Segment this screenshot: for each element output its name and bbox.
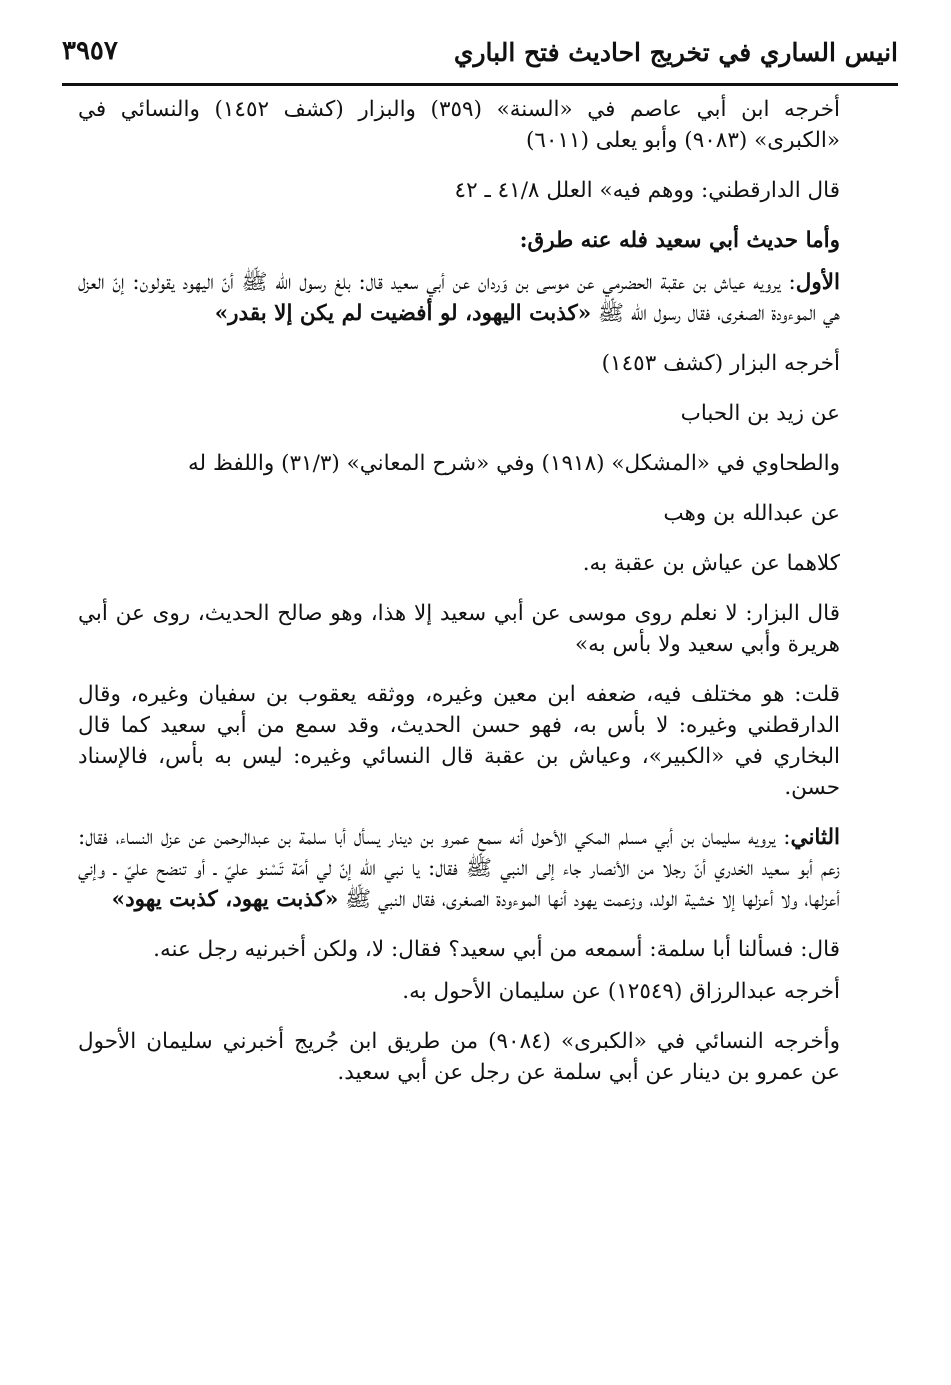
bold-text-run: الأول	[795, 270, 840, 295]
text-run: أخرجه ابن أبي عاصم في «السنة» (٣٥٩) والبزار (كشف ١٤٥٢) والنسائي في «الكبرى» (٩٠٨٣) وأبو يعلى (٦٠١١)	[78, 97, 840, 153]
paragraph-author-grading	[78, 679, 898, 803]
paragraph-takhrij-sunna	[78, 94, 898, 156]
bold-text-run: «كذبت يهود، كذبت يهود»	[111, 887, 339, 912]
text-run: قال: فسألنا أبا سلمة: أسمعه من أبي سعيد؟ فقال: لا، ولكن أخبرنيه رجل عنه.	[153, 937, 840, 962]
text-run: : يرويه سليمان بن أبي مسلم المكي الأحول أنه سمع عمرو بن دينار يسأل أبا سلمة بن عبدالرحمن عن عزل النساء، فقال: زعم أبو سعيد الخدري أنّ رجلا من الأنصار جاء إلى النبي ﷺ فقال: يا نبي الله إنّ لي أمَة تَسْنو عليّ ـ أو تنضح عليّ ـ وإني أعزلها، ولا أعزلها إلا خشية الولد، وزعمت يهود أنها الموءودة الصغرى، فقال النبي ﷺ	[78, 825, 840, 912]
paragraph-abdullah-ibn-wahb	[78, 498, 898, 529]
paragraph-bazzar-takhrij	[78, 348, 898, 379]
paragraph-second-route	[78, 822, 898, 915]
text-run: عن زيد بن الحباب	[680, 401, 840, 426]
bold-text-run: وأما حديث أبي سعيد فله عنه طرق:	[519, 228, 840, 253]
header-rule	[62, 83, 898, 86]
paragraph-tahawi	[78, 448, 898, 479]
paragraph-abdurrazzaq	[78, 976, 898, 1007]
text-run: وأخرجه النسائي في «الكبرى» (٩٠٨٤) من طريق ابن جُريج أخبرني سليمان الأحول عن عمرو بن دينار عن أبي سلمة عن رجل عن أبي سعيد.	[78, 1029, 840, 1085]
page-header	[62, 28, 898, 86]
page-number: ٣٩٥٧	[62, 36, 118, 66]
text-run: عن عبدالله بن وهب	[663, 501, 840, 526]
paragraph-bazzar-comment	[78, 598, 898, 660]
paragraph-nasai-kubra	[78, 1026, 898, 1088]
paragraph-first-route	[78, 267, 898, 329]
running-title: انيس الساري في تخريج احاديث فتح الباري	[453, 38, 898, 67]
text-run: قلت: هو مختلف فيه، ضعفه ابن معين وغيره، ووثقه يعقوب بن سفيان وغيره، وقال الدارقطني وغيره: لا بأس به، فهو حسن الحديث، وقد سمع من أبي سعيد كما قال البخاري في «الكبير»، وعياش بن عقبة قال النسائي وغيره: ليس به بأس، فالإسناد حسن.	[78, 682, 840, 800]
text-run: قال البزار: لا نعلم روى موسى عن أبي سعيد إلا هذا، وهو صالح الحديث، روى عن أبي هريرة وأبي سعيد ولا بأس به»	[78, 601, 840, 657]
bold-text-run: الثاني	[790, 825, 840, 850]
section-heading-abu-said	[78, 225, 898, 256]
text-run: أخرجه عبدالرزاق (١٢٥٤٩) عن سليمان الأحول به.	[402, 979, 840, 1004]
page-body	[78, 94, 898, 1107]
bold-text-run: «كذبت اليهود، لو أفضيت لم يكن إلا بقدر»	[214, 301, 592, 326]
text-run: كلاهما عن عياش بن عقبة به.	[582, 551, 840, 576]
paragraph-both-from-ayyash	[78, 548, 898, 579]
text-run: والطحاوي في «المشكل» (١٩١٨) وفي «شرح المعاني» (٣١/٣) واللفظ له	[188, 451, 840, 476]
paragraph-zayd-ibn-hubab	[78, 398, 898, 429]
text-run: : يرويه عياش بن عقبة الحضرمي عن موسى بن وَردان عن أبي سعيد قال: بلغ رسول الله ﷺ أنّ اليهود يقولون: إنّ العزل هي الموءودة الصغرى، فقال رسول الله ﷺ	[78, 270, 840, 326]
paragraph-daraqutni-quote	[78, 175, 898, 206]
text-run: أخرجه البزار (كشف ١٤٥٣)	[601, 351, 840, 376]
paragraph-abu-salama-question	[78, 934, 898, 965]
text-run: قال الدارقطني: ووهم فيه» العلل ٤١/٨ ـ ٤٢	[454, 178, 840, 203]
